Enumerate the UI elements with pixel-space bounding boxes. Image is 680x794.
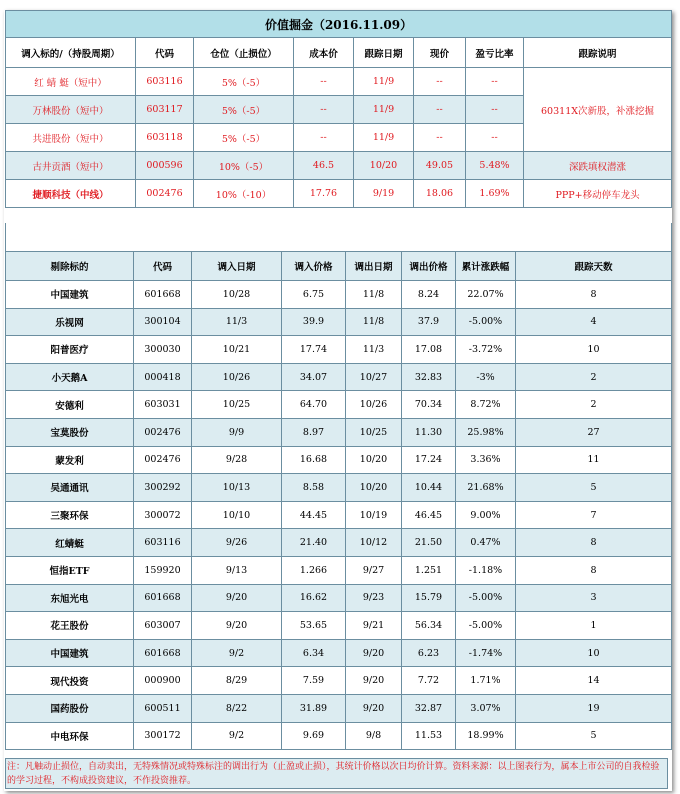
- removed-in-date-cell: 10/10: [192, 501, 282, 529]
- removed-row: [6, 639, 672, 667]
- holding-position-cell: 5%（-5）: [194, 68, 294, 96]
- holdings-header-cell: 跟踪日期: [354, 38, 414, 68]
- holding-date-cell: 10/20: [354, 152, 414, 180]
- removed-row: [6, 474, 672, 502]
- removed-code-cell: 002476: [134, 418, 192, 446]
- removed-in-price-cell: 8.97: [282, 418, 346, 446]
- removed-name-cell: 阳普医疗: [6, 336, 134, 364]
- removed-code-cell: 601668: [134, 281, 192, 309]
- removed-in-date-cell: 10/26: [192, 363, 282, 391]
- removed-out-price-cell: 32.83: [402, 363, 456, 391]
- holdings-header-cell: 调入标的/（持股周期）: [6, 38, 136, 68]
- removed-out-date-cell: 10/20: [346, 474, 402, 502]
- removed-code-cell: 600511: [134, 694, 192, 722]
- removed-in-price-cell: 9.69: [282, 722, 346, 750]
- removed-change-cell: -1.74%: [456, 639, 516, 667]
- removed-days-cell: 1: [516, 612, 672, 640]
- removed-change-cell: 25.98%: [456, 418, 516, 446]
- holding-price-cell: --: [414, 124, 466, 152]
- removed-code-cell: 300172: [134, 722, 192, 750]
- holding-row: [6, 68, 672, 96]
- removed-in-date-cell: 10/21: [192, 336, 282, 364]
- removed-change-cell: 3.07%: [456, 694, 516, 722]
- removed-days-cell: 10: [516, 639, 672, 667]
- holding-pnl-cell: 1.69%: [466, 180, 524, 208]
- removed-out-date-cell: 9/27: [346, 556, 402, 584]
- removed-change-cell: 22.07%: [456, 281, 516, 309]
- removed-change-cell: -5.00%: [456, 584, 516, 612]
- removed-out-date-cell: 11/8: [346, 308, 402, 336]
- removed-change-cell: 18.99%: [456, 722, 516, 750]
- removed-name-cell: 蒙发利: [6, 446, 134, 474]
- removed-code-cell: 300030: [134, 336, 192, 364]
- removed-change-cell: 3.36%: [456, 446, 516, 474]
- removed-row: [6, 529, 672, 557]
- holding-price-cell: 49.05: [414, 152, 466, 180]
- removed-in-date-cell: 8/29: [192, 667, 282, 695]
- removed-change-cell: -5.00%: [456, 308, 516, 336]
- holding-name-cell: 捷顺科技（中线）: [6, 180, 136, 208]
- holding-date-cell: 11/9: [354, 96, 414, 124]
- removed-in-date-cell: 9/20: [192, 612, 282, 640]
- removed-in-price-cell: 21.40: [282, 529, 346, 557]
- removed-name-cell: 中国建筑: [6, 281, 134, 309]
- holding-code-cell: 002476: [136, 180, 194, 208]
- removed-header-cell: 跟踪天数: [516, 252, 672, 281]
- holding-date-cell: 11/9: [354, 68, 414, 96]
- holding-code-cell: 000596: [136, 152, 194, 180]
- holdings-header-cell: 仓位（止损位）: [194, 38, 294, 68]
- removed-in-date-cell: 9/20: [192, 584, 282, 612]
- removed-row: [6, 722, 672, 750]
- holding-cost-cell: --: [294, 68, 354, 96]
- removed-code-cell: 603116: [134, 529, 192, 557]
- removed-out-price-cell: 21.50: [402, 529, 456, 557]
- holding-price-cell: 18.06: [414, 180, 466, 208]
- removed-out-price-cell: 8.24: [402, 281, 456, 309]
- removed-name-cell: 东旭光电: [6, 584, 134, 612]
- removed-in-date-cell: 9/28: [192, 446, 282, 474]
- removed-row: [6, 281, 672, 309]
- removed-days-cell: 19: [516, 694, 672, 722]
- removed-name-cell: 宝莫股份: [6, 418, 134, 446]
- holdings-header-cell: 代码: [136, 38, 194, 68]
- holdings-header-cell: 现价: [414, 38, 466, 68]
- holding-date-cell: 11/9: [354, 124, 414, 152]
- removed-out-date-cell: 10/26: [346, 391, 402, 419]
- removed-in-price-cell: 39.9: [282, 308, 346, 336]
- removed-out-price-cell: 17.08: [402, 336, 456, 364]
- removed-out-date-cell: 9/20: [346, 667, 402, 695]
- removed-code-cell: 603031: [134, 391, 192, 419]
- removed-code-cell: 159920: [134, 556, 192, 584]
- removed-header-cell: 调出日期: [346, 252, 402, 281]
- holdings-header-cell: 成本价: [294, 38, 354, 68]
- removed-out-price-cell: 56.34: [402, 612, 456, 640]
- removed-header-cell: 调入日期: [192, 252, 282, 281]
- removed-in-date-cell: 9/9: [192, 418, 282, 446]
- removed-in-price-cell: 1.266: [282, 556, 346, 584]
- removed-row: [6, 556, 672, 584]
- removed-name-cell: 国药股份: [6, 694, 134, 722]
- removed-out-price-cell: 1.251: [402, 556, 456, 584]
- removed-name-cell: 乐视网: [6, 308, 134, 336]
- removed-out-date-cell: 9/23: [346, 584, 402, 612]
- removed-in-price-cell: 6.34: [282, 639, 346, 667]
- removed-out-date-cell: 10/20: [346, 446, 402, 474]
- report-sheet: [4, 10, 672, 791]
- removed-out-date-cell: 9/20: [346, 694, 402, 722]
- removed-out-date-cell: 10/12: [346, 529, 402, 557]
- removed-days-cell: 8: [516, 281, 672, 309]
- removed-change-cell: -3%: [456, 363, 516, 391]
- removed-in-price-cell: 64.70: [282, 391, 346, 419]
- removed-name-cell: 现代投资: [6, 667, 134, 695]
- removed-row: [6, 612, 672, 640]
- holding-date-cell: 9/19: [354, 180, 414, 208]
- removed-out-date-cell: 11/8: [346, 281, 402, 309]
- removed-row: [6, 336, 672, 364]
- removed-name-cell: 安德利: [6, 391, 134, 419]
- removed-in-price-cell: 53.65: [282, 612, 346, 640]
- removed-days-cell: 14: [516, 667, 672, 695]
- removed-row: [6, 501, 672, 529]
- removed-days-cell: 5: [516, 474, 672, 502]
- holding-position-cell: 5%（-5）: [194, 124, 294, 152]
- removed-code-cell: 000900: [134, 667, 192, 695]
- removed-out-date-cell: 9/8: [346, 722, 402, 750]
- removed-in-date-cell: 9/2: [192, 722, 282, 750]
- removed-change-cell: 9.00%: [456, 501, 516, 529]
- removed-code-cell: 300104: [134, 308, 192, 336]
- holding-note-cell: PPP+移动停车龙头: [524, 180, 672, 208]
- removed-change-cell: -1.18%: [456, 556, 516, 584]
- removed-header-cell: 代码: [134, 252, 192, 281]
- removed-out-date-cell: 9/21: [346, 612, 402, 640]
- removed-row: [6, 418, 672, 446]
- removed-row: [6, 584, 672, 612]
- removed-days-cell: 7: [516, 501, 672, 529]
- removed-in-price-cell: 31.89: [282, 694, 346, 722]
- removed-code-cell: 002476: [134, 446, 192, 474]
- holding-note-cell: 深跌填权潜涨: [524, 152, 672, 180]
- table-spacer: [5, 223, 672, 251]
- removed-row: [6, 391, 672, 419]
- removed-out-price-cell: 37.9: [402, 308, 456, 336]
- removed-row: [6, 667, 672, 695]
- holding-name-cell: 古井贡酒（短中）: [6, 152, 136, 180]
- removed-name-cell: 小天鹅A: [6, 363, 134, 391]
- removed-in-date-cell: 9/13: [192, 556, 282, 584]
- removed-name-cell: 花王股份: [6, 612, 134, 640]
- removed-name-cell: 红蜻蜓: [6, 529, 134, 557]
- removed-days-cell: 5: [516, 722, 672, 750]
- removed-row: [6, 694, 672, 722]
- removed-header-cell: 剔除标的: [6, 252, 134, 281]
- removed-in-price-cell: 16.62: [282, 584, 346, 612]
- removed-in-price-cell: 16.68: [282, 446, 346, 474]
- removed-days-cell: 27: [516, 418, 672, 446]
- removed-header-cell: 调出价格: [402, 252, 456, 281]
- removed-name-cell: 吴通通讯: [6, 474, 134, 502]
- removed-header-cell: 调入价格: [282, 252, 346, 281]
- removed-change-cell: 0.47%: [456, 529, 516, 557]
- removed-in-price-cell: 7.59: [282, 667, 346, 695]
- removed-days-cell: 8: [516, 529, 672, 557]
- merged-note-cell: 60311X次新股，补涨挖掘: [524, 68, 672, 152]
- holdings-header-cell: 跟踪说明: [524, 38, 672, 68]
- removed-change-cell: 1.71%: [456, 667, 516, 695]
- removed-in-date-cell: 8/22: [192, 694, 282, 722]
- removed-out-price-cell: 70.34: [402, 391, 456, 419]
- removed-in-date-cell: 10/25: [192, 391, 282, 419]
- holding-cost-cell: 46.5: [294, 152, 354, 180]
- holdings-header-cell: 盈亏比率: [466, 38, 524, 68]
- removed-out-date-cell: 10/27: [346, 363, 402, 391]
- removed-days-cell: 10: [516, 336, 672, 364]
- removed-out-price-cell: 46.45: [402, 501, 456, 529]
- removed-in-date-cell: 10/13: [192, 474, 282, 502]
- page-title: 价值掘金（2016.11.09）: [6, 11, 672, 38]
- removed-header-cell: 累计涨跌幅: [456, 252, 516, 281]
- holdings-table: [5, 10, 672, 208]
- removed-code-cell: 603007: [134, 612, 192, 640]
- holding-cost-cell: 17.76: [294, 180, 354, 208]
- removed-days-cell: 11: [516, 446, 672, 474]
- holding-pnl-cell: --: [466, 124, 524, 152]
- removed-row: [6, 363, 672, 391]
- holding-price-cell: --: [414, 68, 466, 96]
- removed-in-price-cell: 17.74: [282, 336, 346, 364]
- holding-price-cell: --: [414, 96, 466, 124]
- removed-days-cell: 3: [516, 584, 672, 612]
- removed-change-cell: 8.72%: [456, 391, 516, 419]
- removed-out-price-cell: 17.24: [402, 446, 456, 474]
- holding-pnl-cell: --: [466, 68, 524, 96]
- removed-name-cell: 三聚环保: [6, 501, 134, 529]
- removed-out-price-cell: 7.72: [402, 667, 456, 695]
- holding-cost-cell: --: [294, 124, 354, 152]
- removed-out-price-cell: 32.87: [402, 694, 456, 722]
- holding-position-cell: 10%（-10）: [194, 180, 294, 208]
- removed-row: [6, 446, 672, 474]
- holding-position-cell: 10%（-5）: [194, 152, 294, 180]
- removed-in-date-cell: 9/2: [192, 639, 282, 667]
- removed-change-cell: -5.00%: [456, 612, 516, 640]
- removed-code-cell: 300072: [134, 501, 192, 529]
- removed-code-cell: 000418: [134, 363, 192, 391]
- removed-days-cell: 2: [516, 391, 672, 419]
- disclaimer-note: 注：凡触动止损位，自动卖出，无特殊情况或特殊标注的调出行为（止盈或止损），其统计价格以次日均价计算。资料来源：以上图表行为，属本上市公司的自我检验的学习过程，不构成投资建议，不作投资推荐。: [5, 758, 668, 789]
- holding-pnl-cell: 5.48%: [466, 152, 524, 180]
- removed-out-price-cell: 6.23: [402, 639, 456, 667]
- removed-in-date-cell: 9/26: [192, 529, 282, 557]
- holding-row: [6, 152, 672, 180]
- removed-out-price-cell: 10.44: [402, 474, 456, 502]
- holding-name-cell: 红 蜻 蜓（短中）: [6, 68, 136, 96]
- removed-name-cell: 恒指ETF: [6, 556, 134, 584]
- removed-name-cell: 中国建筑: [6, 639, 134, 667]
- removed-code-cell: 601668: [134, 639, 192, 667]
- holding-code-cell: 603118: [136, 124, 194, 152]
- removed-change-cell: -3.72%: [456, 336, 516, 364]
- holding-code-cell: 603117: [136, 96, 194, 124]
- removed-in-price-cell: 8.58: [282, 474, 346, 502]
- removed-out-price-cell: 11.30: [402, 418, 456, 446]
- holding-pnl-cell: --: [466, 96, 524, 124]
- removed-in-date-cell: 11/3: [192, 308, 282, 336]
- removed-out-price-cell: 15.79: [402, 584, 456, 612]
- removed-in-date-cell: 10/28: [192, 281, 282, 309]
- removed-code-cell: 601668: [134, 584, 192, 612]
- removed-out-date-cell: 11/3: [346, 336, 402, 364]
- removed-code-cell: 300292: [134, 474, 192, 502]
- removed-days-cell: 2: [516, 363, 672, 391]
- removed-in-price-cell: 44.45: [282, 501, 346, 529]
- removed-row: [6, 308, 672, 336]
- removed-out-price-cell: 11.53: [402, 722, 456, 750]
- removed-days-cell: 4: [516, 308, 672, 336]
- holding-code-cell: 603116: [136, 68, 194, 96]
- holding-row: [6, 180, 672, 208]
- holding-position-cell: 5%（-5）: [194, 96, 294, 124]
- removed-change-cell: 21.68%: [456, 474, 516, 502]
- removed-out-date-cell: 10/25: [346, 418, 402, 446]
- removed-name-cell: 中电环保: [6, 722, 134, 750]
- removed-out-date-cell: 10/19: [346, 501, 402, 529]
- removed-in-price-cell: 34.07: [282, 363, 346, 391]
- holding-name-cell: 万林股份（短中）: [6, 96, 136, 124]
- removed-table: [5, 251, 672, 750]
- removed-in-price-cell: 6.75: [282, 281, 346, 309]
- holding-name-cell: 共进股份（短中）: [6, 124, 136, 152]
- removed-days-cell: 8: [516, 556, 672, 584]
- holding-cost-cell: --: [294, 96, 354, 124]
- removed-out-date-cell: 9/20: [346, 639, 402, 667]
